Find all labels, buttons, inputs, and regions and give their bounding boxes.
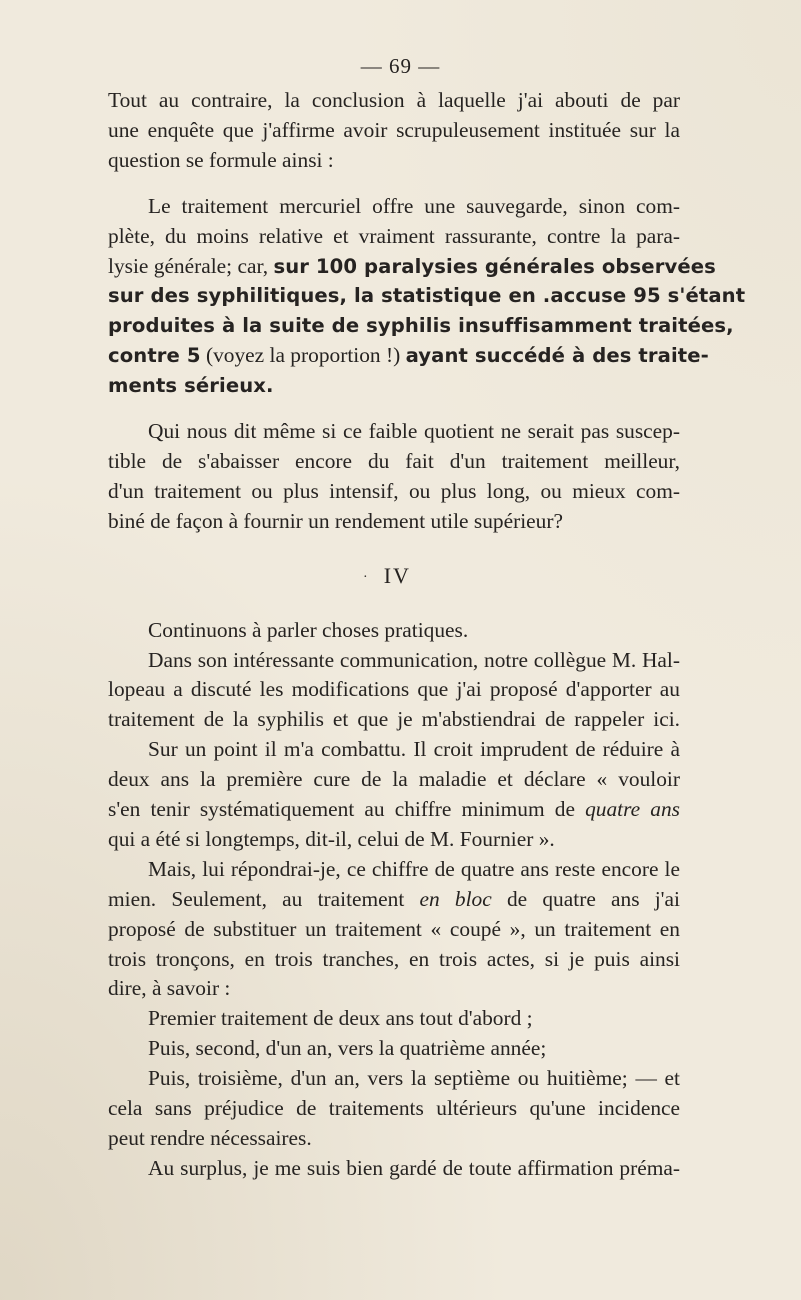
text-line: qui a été si longtemps, dit-il, celui de M. Fournier ». xyxy=(108,826,555,851)
text-line: dire, à savoir : xyxy=(108,976,231,1001)
text-line: Le traitement mercuriel offre une sauvegarde, sinon com- xyxy=(148,193,680,218)
text-run: s'en tenir systématiquement au chiffre minimum de xyxy=(108,797,575,822)
text-line: Sur un point il m'a combattu. Il croit imprudent de réduire à xyxy=(148,737,680,762)
emphasized-text: contre 5 xyxy=(108,344,201,368)
text-line: peut rendre nécessaires. xyxy=(108,1126,312,1150)
section-numeral: IV xyxy=(383,562,411,588)
text-run: mien. Seulement, au traitement xyxy=(108,886,405,911)
text-line xyxy=(108,795,680,825)
paragraph-10 xyxy=(108,1064,680,1154)
section-heading xyxy=(108,561,680,595)
text-line: d'un traitement ou plus intensif, ou plus long, ou mieux com- xyxy=(108,478,680,503)
text-line: question se formule ainsi : xyxy=(108,147,334,172)
emphasized-text: ayant succédé à des traite- xyxy=(405,344,709,368)
text-run: de quatre ans j'ai xyxy=(506,886,680,911)
text-line: trois tronçons, en trois tranches, en trois actes, si je puis ainsi xyxy=(108,946,680,971)
paragraph-6 xyxy=(108,735,680,855)
text-line: Dans son intéressante communication, notre collègue M. Hal- xyxy=(148,647,680,672)
text-line: Tout au contraire, la conclusion à laquelle j'ai abouti de par xyxy=(108,88,680,112)
text-line: Puis, second, d'un an, vers la quatrième année; xyxy=(148,1036,547,1061)
text-line: sur des syphilitiques, la statistique en .accuse 95 s'étant xyxy=(108,284,746,308)
text-line: deux ans la première cure de la maladie et déclare « vouloir xyxy=(108,767,680,792)
text-run: (voyez la proportion !) xyxy=(205,343,401,368)
text-line: Qui nous dit même si ce faible quotient ne serait pas suscep- xyxy=(148,419,680,444)
paragraph-8 xyxy=(108,1004,680,1034)
italic-text: en bloc xyxy=(419,886,492,911)
text-line: Au surplus, je me suis bien gardé de toute affirmation préma- xyxy=(148,1155,680,1180)
text-line xyxy=(108,885,680,915)
text-line: Premier traitement de deux ans tout d'abord ; xyxy=(148,1006,533,1031)
body-text xyxy=(108,86,746,1184)
text-line: plète, du moins relative et vraiment rassurante, contre la para- xyxy=(108,223,680,248)
text-line: lopeau a discuté les modifications que j'ai proposé d'apporter au xyxy=(108,677,680,702)
text-line: Continuons à parler choses pratiques. xyxy=(148,617,469,642)
emphasized-text: sur 100 paralysies générales observées xyxy=(273,254,716,278)
text-line: produites à la suite de syphilis insuffisamment traitées, xyxy=(108,314,734,338)
paragraph-7 xyxy=(108,855,680,1005)
text-line xyxy=(108,252,716,282)
paragraph-11 xyxy=(108,1154,680,1184)
italic-text: quatre ans xyxy=(585,797,680,822)
text-line: Mais, lui répondrai-je, ce chiffre de quatre ans reste encore le xyxy=(148,856,680,881)
paragraph-2 xyxy=(108,192,746,401)
paragraph-1 xyxy=(108,86,680,176)
section-dot: · xyxy=(363,569,370,585)
text-line: Puis, troisième, d'un an, vers la septième ou huitième; — et xyxy=(148,1066,680,1091)
paragraph-9 xyxy=(108,1034,680,1064)
text-line: proposé de substituer un traitement « coupé », un traitement en xyxy=(108,916,680,941)
text-line: une enquête que j'affirme avoir scrupuleusement instituée sur la xyxy=(108,117,680,142)
paragraph-5 xyxy=(108,646,680,736)
paragraph-4 xyxy=(108,616,680,646)
text-line: biné de façon à fournir un rendement utile supérieur? xyxy=(108,508,563,533)
text-line: tible de s'abaisser encore du fait d'un traitement meilleur, xyxy=(108,448,680,473)
text-line xyxy=(108,341,709,371)
text-run: lysie générale; car, xyxy=(108,253,269,278)
text-line: cela sans préjudice de traitements ultérieurs qu'une incidence xyxy=(108,1096,680,1121)
paragraph-3 xyxy=(108,417,680,537)
page-number: — 69 — xyxy=(360,54,441,78)
text-line: ments sérieux. xyxy=(108,374,274,398)
text-line: traitement de la syphilis et que je m'abstiendrai de rappeler ici. xyxy=(108,707,680,732)
